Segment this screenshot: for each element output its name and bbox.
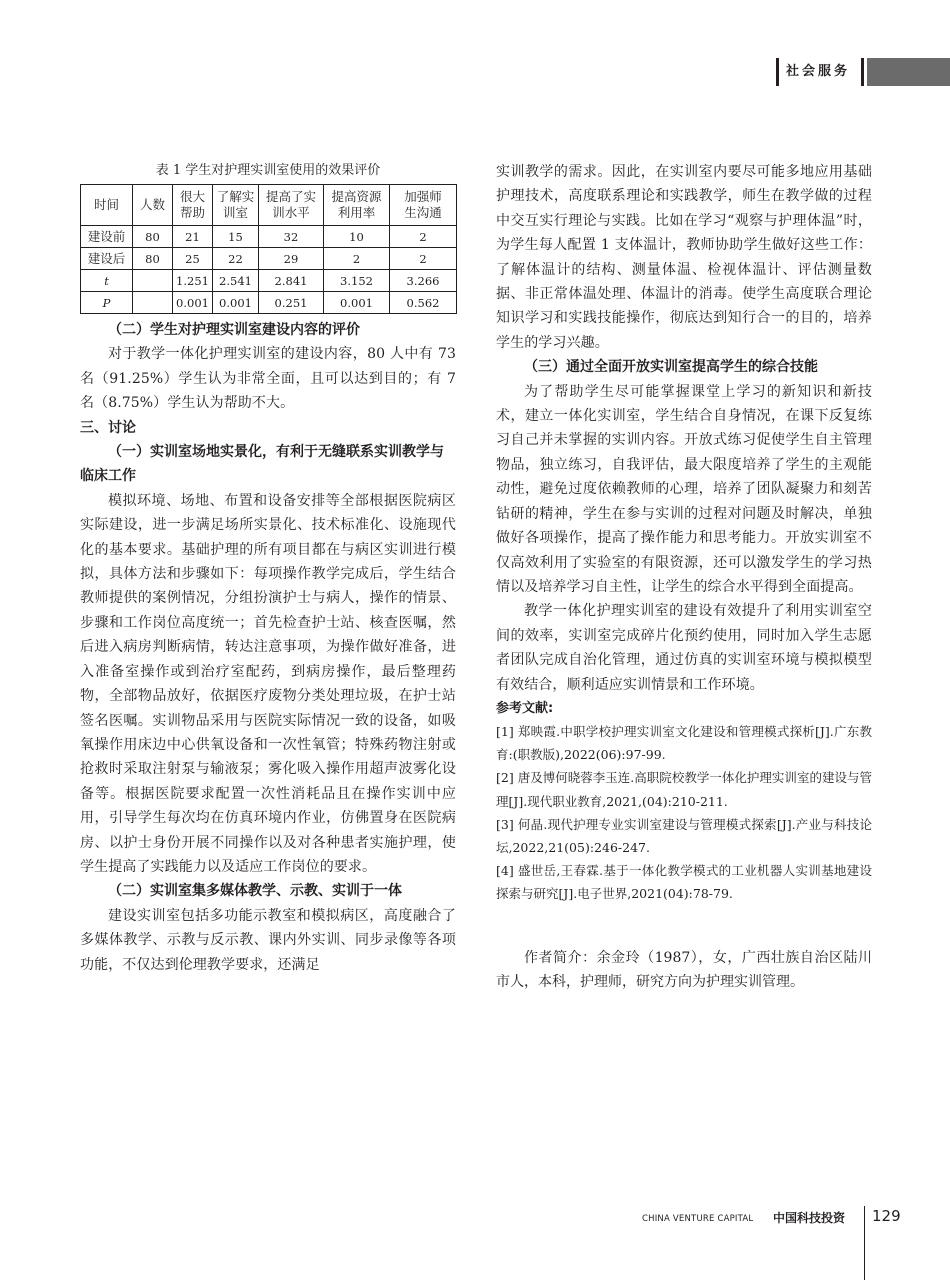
- paragraph-discussion-1: 模拟环境、场地、布置和设备安排等全部根据医院病区实际建设，进一步满足场所实景化、技术标准化、设施现代化的基本要求。基础护理的所有项目都在与病区实训进行模拟，具体方法和步骤如下：每项操作教学完成后，学生结合教师提供的案例情况，分组扮演护士与病人，操作的情景、步骤和工作岗位高度统一；首先检查护士站、核查医嘱，然后进入病房判断病情，转达注意事项，为操作做好准备，进入准备室操作或到治疗室配药，到病房操作，最后整理药物，全部物品放好，依据医疗废物分类处理垃圾，在护士站签名医嘱。实训物品采用与医院实际情况一致的设备，如吸氧操作用床边中心供氧设备和一次性氧管；特殊药物注射或抢救时采取注射泵与输液泵；雾化吸入操作用超声波雾化设备等。根据医院要求配置一次性消耗品且在操作实训中应用，引导学生每次均在仿真环境内作业，仿佛置身在医院病房、以护士身份开展不同操作以及对各种患者实施护理，使学生提高了实践能力以及适应工作岗位的要求。: [80, 492, 456, 875]
- header-rule: [776, 58, 779, 86]
- subheading-discussion-3: （三）通过全面开放实训室提高学生的综合技能: [524, 359, 818, 376]
- table-cell: 2: [324, 248, 390, 270]
- subheading-discussion-2: （二）实训室集多媒体教学、示教、实训于一体: [108, 883, 402, 900]
- table-header: 时间: [81, 185, 133, 226]
- table-row: [81, 270, 457, 292]
- table-cell: 22: [213, 248, 259, 270]
- table-header: 提高了实 训水平: [259, 185, 324, 226]
- table-header: 提高资源 利用率: [324, 185, 390, 226]
- table-cell: 2: [390, 248, 457, 270]
- table-cell: 建设前: [81, 226, 133, 248]
- table-caption: 表 1 学生对护理实训室使用的效果评价: [155, 163, 381, 178]
- reference-item: [2] 唐及博何晓蓉李玉连.高职院校教学一体化护理实训室的建设与管理[J].现代职业教育,2021,(04):210-211.: [496, 770, 872, 809]
- table-header-row: [81, 185, 457, 226]
- table-header: 加强师 生沟通: [390, 185, 457, 226]
- paragraph-discussion-2: 建设实训室包括多功能示教室和模拟病区，高度融合了多媒体教学、示教与反示教、课内外实训、同步录像等各项功能，不仅达到伦理教学要求，还满足: [80, 907, 456, 973]
- reference-item: [1] 郑映霞.中职学校护理实训室文化建设和管理模式探析[J].广东教育:(职教版),2022(06):97-99.: [496, 723, 872, 763]
- journal-name-chinese: 中国科技投资: [773, 1211, 846, 1225]
- paragraph-continued: 实训教学的需求。因此，在实训室内要尽可能多地应用基础护理技术，高度联系理论和实践教学，师生在教学做的过程中交互实行理论与实践。比如在学习“观察与护理体温”时，为学生每人配置 1 支体温计，教师协助学生做好这些工作：了解体温计的结构、测量体温、检视体温计、评估测量数据、非正常体温处理、体温计的消毒。使学生高度联合理论知识学习和实践技能操作，彻底达到知行合一的目的，培养学生的学习兴趣。: [496, 164, 872, 351]
- footer-rule: [864, 1206, 865, 1280]
- table-cell: 15: [213, 226, 259, 248]
- section-tag: 社会服务: [786, 64, 851, 79]
- table-cell: 2.541: [213, 270, 259, 292]
- table-header: 很大 帮助: [173, 185, 213, 226]
- table-row: [81, 292, 457, 314]
- table-cell: 0.251: [259, 292, 324, 314]
- table-cell: 21: [173, 226, 213, 248]
- table-cell: 3.266: [390, 270, 457, 292]
- reference-item: [3] 何晶.现代护理专业实训室建设与管理模式探索[J].产业与科技论坛,2022,21(05):246-247.: [496, 816, 872, 855]
- table-cell: 0.001: [173, 292, 213, 314]
- reference-item: [4] 盛世岳,王春霖.基于一体化教学模式的工业机器人实训基地建设探索与研究[J].电子世界,2021(04):78-79.: [496, 863, 872, 902]
- table-cell: 10: [324, 226, 390, 248]
- subheading-discussion-1: （一）实训室场地实景化，有利于无缝联系实训教学与临床工作: [80, 444, 444, 485]
- subheading-eval: （二）学生对护理实训室建设内容的评价: [108, 322, 360, 338]
- evaluation-table: [80, 184, 457, 314]
- section-heading-discussion: 三、讨论: [80, 419, 136, 436]
- table-cell: 0.562: [390, 292, 457, 314]
- table-header: 了解实 训室: [213, 185, 259, 226]
- right-column: [496, 160, 872, 994]
- table-cell: 0.001: [213, 292, 259, 314]
- table-cell: 80: [133, 248, 173, 270]
- table-cell: [133, 292, 173, 314]
- table-cell: 1.251: [173, 270, 213, 292]
- table-cell: 80: [133, 226, 173, 248]
- table-cell: 29: [259, 248, 324, 270]
- paragraph-eval: 对于教学一体化护理实训室的建设内容，80 人中有 73 名（91.25%）学生认为非常全面，且可以达到目的；有 7 名（8.75%）学生认为帮助不大。: [80, 346, 456, 412]
- author-bio: 作者简介：余金玲（1987），女，广西壮族自治区陆川市人，本科，护理师，研究方向为护理实训管理。: [496, 949, 872, 990]
- paragraph-summary: 教学一体化护理实训室的建设有效提升了利用实训室空间的效率，实训室完成碎片化预约使用，同时加入学生志愿者团队完成自治化管理，通过仿真的实训室环境与模拟模型有效结合，顺利适应实训情景和工作环境。: [496, 603, 872, 693]
- table-cell: 2: [390, 226, 457, 248]
- table-row: [81, 248, 457, 270]
- table-cell: 25: [173, 248, 213, 270]
- header-block: [867, 58, 950, 86]
- table-cell: P: [81, 292, 133, 314]
- table-cell: t: [81, 270, 133, 292]
- paragraph-discussion-3: 为了帮助学生尽可能掌握课堂上学习的新知识和新技术，建立一体化实训室，学生结合自身情况，在课下反复练习自己并未掌握的实训内容。开放式练习促使学生自主管理物品，独立练习，自我评估，最大限度培养了学生的主观能动性，避免过度依赖教师的心理，培养了团队凝聚力和刻苦钻研的精神，学生在参与实训的过程对问题及时解决，单独做好各项操作，提高了操作能力和思考能力。开放实训室不仅高效利用了实验室的有限资源，还可以激发学生的学习热情以及培养学习自主性，让学生的综合水平得到全面提高。: [496, 383, 872, 595]
- journal-name-english: CHINA VENTURE CAPITAL: [642, 1214, 754, 1224]
- page-number: 129: [872, 1207, 901, 1225]
- table-cell: 3.152: [324, 270, 390, 292]
- table-cell: 建设后: [81, 248, 133, 270]
- table-header: 人数: [133, 185, 173, 226]
- references-title: 参考文献:: [496, 700, 554, 716]
- table-row: [81, 226, 457, 248]
- left-column: [80, 160, 456, 977]
- table-cell: 32: [259, 226, 324, 248]
- table-cell: 2.841: [259, 270, 324, 292]
- table-cell: 0.001: [324, 292, 390, 314]
- table-cell: [133, 270, 173, 292]
